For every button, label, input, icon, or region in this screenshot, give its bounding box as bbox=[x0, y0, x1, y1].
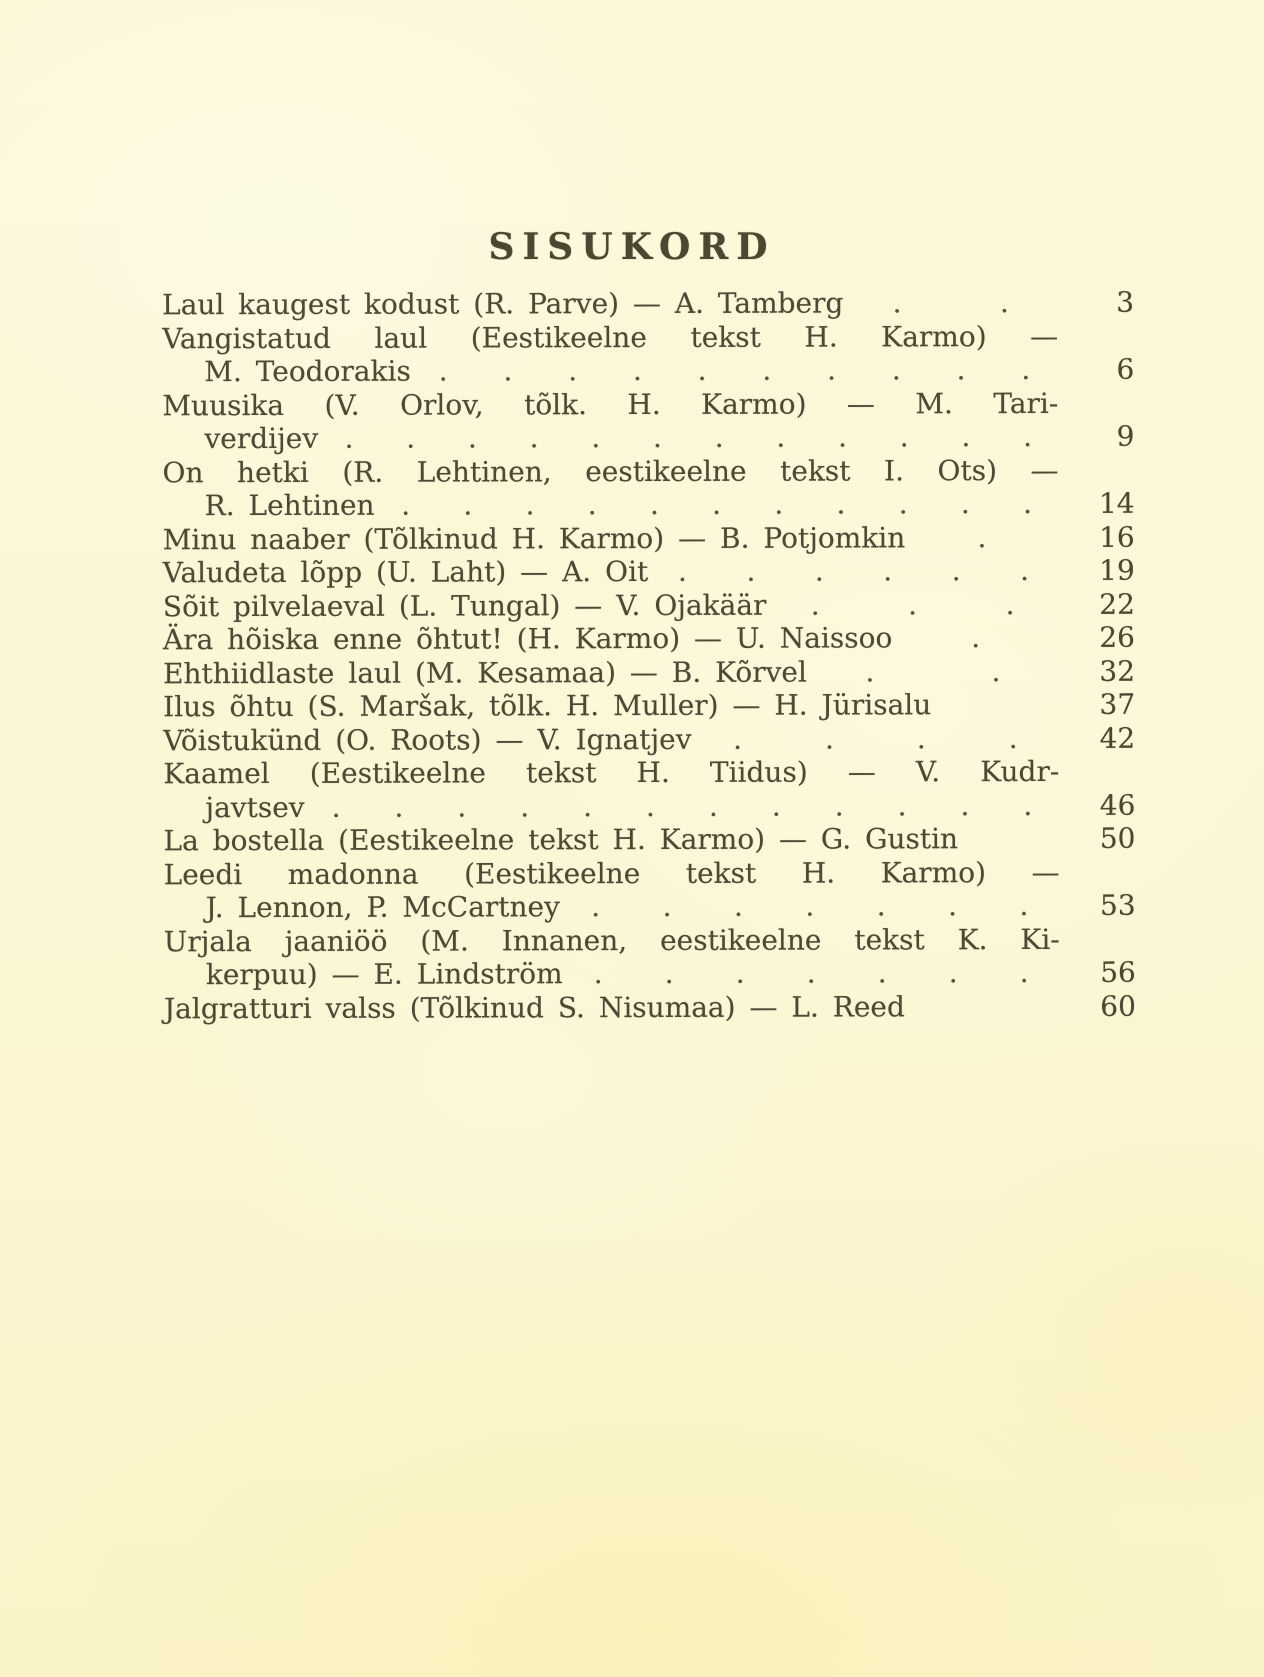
toc-entry-text: Ehthiidlaste laul (M. Kesamaa) — B. Kõrvel bbox=[163, 655, 807, 690]
toc-entry-text: Jalgratturi valss (Tõlkinud S. Nisumaa) — L. Reed bbox=[163, 989, 905, 1025]
leader-dot: . bbox=[591, 421, 601, 455]
dot-leader bbox=[905, 520, 1059, 554]
toc-line bbox=[163, 654, 1135, 690]
toc-line bbox=[164, 922, 1136, 958]
leader-dot: . bbox=[977, 520, 987, 554]
leader-dot: . bbox=[951, 554, 961, 588]
leader-dot: . bbox=[662, 889, 672, 923]
dot-leader bbox=[374, 487, 1058, 522]
toc-line bbox=[162, 353, 1134, 389]
leader-dot: . bbox=[810, 588, 820, 622]
dot-leader bbox=[807, 654, 1059, 688]
leader-dot: . bbox=[457, 789, 467, 824]
leader-dot: . bbox=[774, 487, 784, 521]
toc-line bbox=[162, 453, 1134, 489]
leader-dot: . bbox=[1020, 554, 1030, 588]
leader-dot: . bbox=[697, 353, 707, 387]
dot-leader bbox=[692, 721, 1060, 755]
leader-dot: . bbox=[836, 487, 846, 521]
toc-entry-text: verdijev bbox=[204, 421, 319, 456]
toc-line bbox=[162, 420, 1134, 456]
toc-entry-text: javtsev bbox=[205, 790, 305, 824]
toc-line bbox=[163, 755, 1135, 791]
leader-dot: . bbox=[632, 354, 642, 388]
toc-line bbox=[164, 889, 1136, 925]
leader-dot: . bbox=[438, 354, 448, 388]
leader-dot: . bbox=[960, 788, 970, 822]
toc-page-number: 6 bbox=[1116, 352, 1135, 386]
leader-dot: . bbox=[406, 421, 416, 455]
toc-page-number: 50 bbox=[1099, 821, 1136, 855]
leader-dot: . bbox=[520, 789, 530, 823]
toc-line bbox=[162, 386, 1134, 422]
table-of-contents bbox=[162, 286, 1136, 1026]
toc-entry-text: Vangistatud laul (Eestikeelne tekst H. Karmo) — bbox=[162, 319, 1059, 355]
leader-dot: . bbox=[838, 420, 848, 454]
leader-dot: . bbox=[1019, 889, 1029, 923]
leader-dot: . bbox=[991, 654, 1001, 688]
leader-dot: . bbox=[712, 487, 722, 521]
leader-dot: . bbox=[948, 889, 957, 923]
toc-entry-text: Urjala jaaniöö (M. Innanen, eestikeelne tekst K. Ki- bbox=[163, 922, 1060, 958]
leader-dot: . bbox=[1008, 721, 1018, 755]
toc-line bbox=[163, 688, 1135, 724]
leader-dot: . bbox=[999, 286, 1009, 320]
dot-leader bbox=[305, 788, 1060, 823]
dot-leader bbox=[411, 353, 1059, 388]
leader-dot: . bbox=[762, 353, 772, 387]
toc-entry-text: R. Lehtinen bbox=[204, 488, 375, 523]
leader-dot: . bbox=[899, 420, 909, 454]
leader-dot: . bbox=[568, 354, 578, 388]
leader-dot: . bbox=[1019, 956, 1029, 990]
leader-dot: . bbox=[593, 957, 603, 991]
toc-entry-text: Sõit pilvelaeval (L. Tungal) — V. Ojakäär bbox=[162, 588, 767, 623]
leader-dot: . bbox=[827, 353, 837, 387]
toc-entry-text: La bostella (Eestikeelne tekst H. Karmo) — G. Gustin bbox=[163, 822, 959, 858]
leader-dot: . bbox=[1023, 486, 1033, 521]
leader-dot: . bbox=[664, 956, 674, 990]
toc-page-number: 32 bbox=[1099, 654, 1136, 688]
dot-leader bbox=[648, 554, 1059, 589]
toc-entry-text: Muusika (V. Orlov, tõlk. H. Karmo) — M. Tari- bbox=[162, 386, 1059, 422]
toc-entry-text: M. Teodorakis bbox=[204, 354, 411, 389]
toc-entry-text: Minu naaber (Tõlkinud H. Karmo) — B. Potjomkin bbox=[162, 520, 906, 556]
toc-entry-text: kerpuu) — E. Lindström bbox=[205, 957, 563, 992]
leader-dot: . bbox=[344, 421, 354, 455]
dot-leader bbox=[892, 621, 1059, 655]
leader-dot: . bbox=[503, 354, 513, 388]
toc-page-number: 46 bbox=[1099, 788, 1136, 822]
leader-dot: . bbox=[677, 554, 687, 588]
toc-entry-text: Valudeta lõpp (U. Laht) — A. Oit bbox=[162, 555, 649, 590]
leader-dot: . bbox=[733, 889, 743, 923]
leader-dot: . bbox=[961, 420, 971, 454]
leader-dot: . bbox=[908, 587, 918, 621]
toc-line bbox=[164, 855, 1136, 891]
leader-dot: . bbox=[960, 487, 970, 521]
toc-page-number: 37 bbox=[1099, 687, 1136, 721]
toc-entry-text: J. Lennon, P. McCartney bbox=[205, 890, 560, 925]
leader-dot: . bbox=[824, 722, 834, 756]
leader-dot: . bbox=[771, 789, 781, 823]
leader-dot: . bbox=[591, 890, 601, 924]
leader-dot: . bbox=[897, 788, 907, 822]
leader-dot: . bbox=[806, 956, 816, 990]
leader-dot: . bbox=[401, 488, 411, 522]
toc-page-number: 53 bbox=[1099, 888, 1136, 922]
page-title: SISUKORD bbox=[488, 226, 776, 268]
toc-entry-text: Ilus õhtu (S. Maršak, tõlk. H. Muller) — H. Jürisalu bbox=[163, 688, 932, 724]
leader-dot: . bbox=[649, 487, 659, 521]
leader-dot: . bbox=[834, 788, 844, 823]
leader-dot: . bbox=[916, 721, 926, 755]
leader-dot: . bbox=[883, 554, 893, 588]
toc-line bbox=[163, 621, 1135, 657]
leader-dot: . bbox=[805, 889, 815, 923]
leader-dot: . bbox=[583, 789, 593, 823]
toc-line bbox=[163, 721, 1135, 757]
leader-dot: . bbox=[587, 488, 597, 522]
toc-line bbox=[162, 319, 1134, 355]
dot-leader bbox=[843, 286, 1058, 320]
toc-line bbox=[164, 956, 1136, 992]
toc-line bbox=[163, 788, 1135, 824]
toc-page-number: 56 bbox=[1100, 955, 1136, 989]
leader-dot: . bbox=[394, 790, 404, 824]
leader-dot: . bbox=[708, 789, 718, 823]
leader-dot: . bbox=[467, 421, 477, 455]
toc-line bbox=[163, 822, 1135, 858]
leader-dot: . bbox=[746, 554, 756, 588]
toc-line bbox=[163, 587, 1135, 623]
toc-page-number: 14 bbox=[1098, 486, 1135, 520]
leader-dot: . bbox=[733, 722, 742, 756]
leader-dot: . bbox=[956, 353, 966, 387]
toc-entry-text: Ära hõiska enne õhtut! (H. Karmo) — U. Naissoo bbox=[162, 621, 893, 657]
toc-page-number: 16 bbox=[1099, 520, 1135, 554]
toc-line bbox=[162, 286, 1134, 322]
toc-line bbox=[164, 989, 1136, 1025]
leader-dot: . bbox=[525, 488, 535, 522]
dot-leader bbox=[766, 587, 1059, 621]
leader-dot: . bbox=[331, 790, 341, 824]
leader-dot: . bbox=[1023, 788, 1033, 822]
leader-dot: . bbox=[814, 554, 824, 588]
leader-dot: . bbox=[652, 420, 662, 454]
toc-page-number: 9 bbox=[1116, 419, 1135, 453]
toc-entry-text: On hetki (R. Lehtinen, eestikeelne tekst I. Ots) — bbox=[162, 453, 1059, 489]
leader-dot: . bbox=[776, 420, 786, 454]
leader-dot: . bbox=[876, 889, 886, 923]
toc-entry-text: Kaamel (Eestikeelne tekst H. Tiidus) — V. Kudr- bbox=[163, 754, 1060, 791]
toc-line bbox=[163, 487, 1135, 523]
toc-page-number: 60 bbox=[1100, 989, 1136, 1023]
toc-page-number: 42 bbox=[1099, 721, 1136, 755]
leader-dot: . bbox=[898, 487, 908, 521]
toc-page-number: 22 bbox=[1099, 587, 1135, 621]
toc-page-number: 3 bbox=[1116, 285, 1135, 319]
toc-line bbox=[163, 554, 1135, 590]
toc-line bbox=[163, 520, 1135, 556]
dot-leader bbox=[318, 420, 1058, 455]
toc-page-number: 26 bbox=[1099, 620, 1135, 654]
leader-dot: . bbox=[529, 421, 539, 455]
leader-dot: . bbox=[1021, 353, 1031, 387]
toc-entry-text: Laul kaugest kodust (R. Parve) — A. Tamberg bbox=[162, 286, 844, 322]
leader-dot: . bbox=[714, 420, 724, 454]
toc-entry-text: Leedi madonna (Eestikeelne tekst H. Karmo) — bbox=[163, 855, 1060, 891]
leader-dot: . bbox=[1005, 587, 1015, 621]
leader-dot: . bbox=[735, 956, 745, 990]
leader-dot: . bbox=[948, 956, 958, 990]
leader-dot: . bbox=[877, 956, 887, 990]
dot-leader bbox=[560, 889, 1060, 924]
leader-dot: . bbox=[891, 353, 901, 387]
leader-dot: . bbox=[1023, 419, 1033, 454]
toc-entry-text: Võistukünd (O. Roots) — V. Ignatjev bbox=[163, 722, 692, 757]
leader-dot: . bbox=[865, 654, 875, 688]
toc-page-number: 19 bbox=[1099, 553, 1135, 587]
leader-dot: . bbox=[892, 286, 902, 320]
dot-leader bbox=[563, 956, 1060, 991]
leader-dot: . bbox=[463, 488, 473, 522]
leader-dot: . bbox=[645, 789, 655, 823]
leader-dot: . bbox=[971, 621, 981, 655]
